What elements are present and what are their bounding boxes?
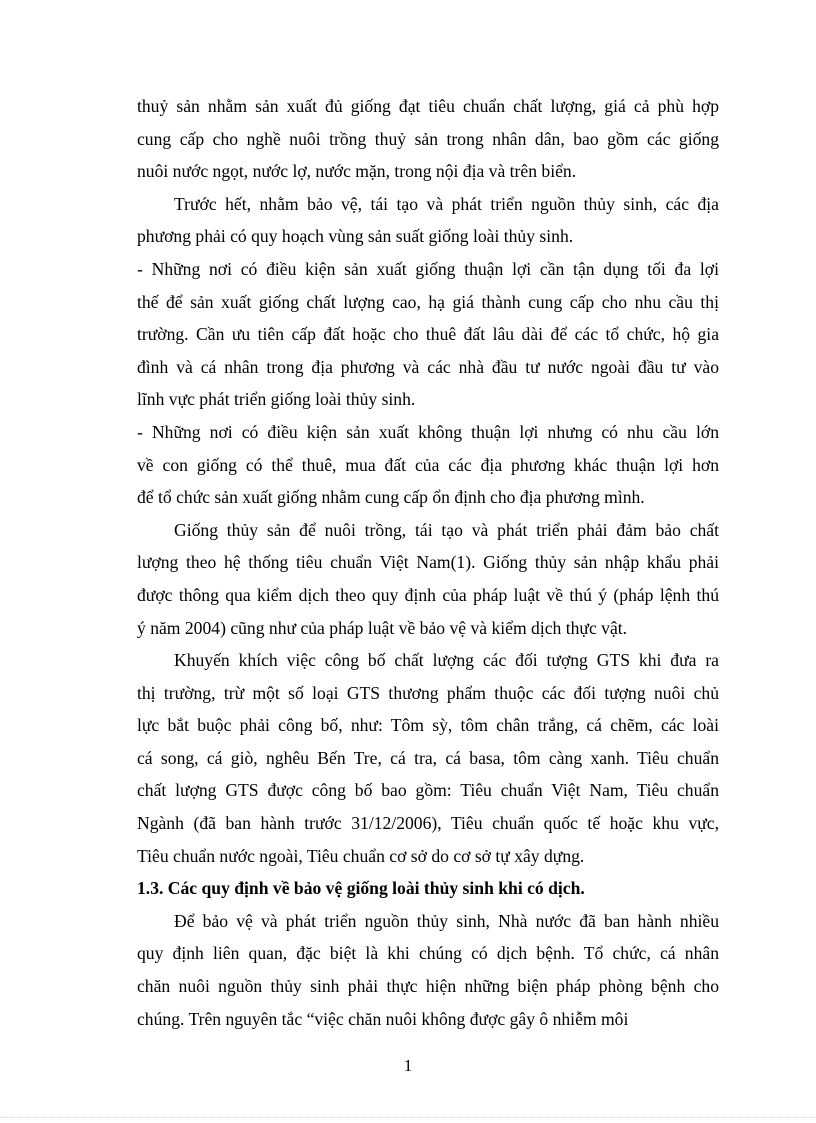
text-line: phương phải có quy hoạch vùng sản suất giống loài thủy sinh. — [137, 226, 574, 247]
text-line: lượng theo hệ thống tiêu chuẩn Việt Nam(1). Giống thủy sản nhập khẩu phải — [137, 552, 719, 573]
page-number: 1 — [403, 1056, 413, 1075]
text-line: thị trường, trừ một số loại GTS thương phẩm thuộc các đối tượng nuôi chủ — [137, 682, 719, 703]
text-line: Ngành (đã ban hành trước 31/12/2006), Tiêu chuẩn quốc tế hoặc khu vực, — [137, 813, 719, 834]
text-line: nuôi nước ngọt, nước lợ, nước mặn, trong nội địa và trên biển. — [137, 161, 577, 182]
text-line: Trước hết, nhằm bảo vệ, tái tạo và phát triển nguồn thủy sinh, các địa — [174, 193, 719, 214]
text-line: về con giống có thể thuê, mua đất của các địa phương khác thuận lợi hơn — [137, 454, 719, 475]
text-line: đình và cá nhân trong địa phương và các nhà đầu tư nước ngoài đầu tư vào — [137, 356, 719, 377]
text-line: thế để sản xuất giống chất lượng cao, hạ giá thành cung cấp cho nhu cầu thị — [137, 291, 719, 312]
text-line: cung cấp cho nghề nuôi trồng thuỷ sản trong nhân dân, bao gồm các giống — [137, 128, 719, 149]
text-line: - Những nơi có điều kiện sản xuất giống thuận lợi cần tận dụng tối đa lợi — [137, 258, 719, 279]
page-divider — [0, 1117, 816, 1118]
text-line: thuỷ sản nhằm sản xuất đủ giống đạt tiêu chuẩn chất lượng, giá cả phù hợp — [137, 96, 719, 116]
text-line: cá song, cá giò, nghêu Bến Tre, cá tra, cá basa, tôm càng xanh. Tiêu chuẩn — [137, 747, 719, 768]
text-line: - Những nơi có điều kiện sản xuất không thuận lợi nhưng có nhu cầu lớn — [137, 421, 719, 442]
text-line: để tổ chức sản xuất giống nhằm cung cấp ổn định cho địa phương mình. — [137, 487, 645, 508]
text-line: quy định liên quan, đặc biệt là khi chúng có dịch bệnh. Tổ chức, cá nhân — [137, 943, 719, 964]
text-line: trường. Cần ưu tiên cấp đất hoặc cho thuê đất lâu dài để các tổ chức, hộ gia — [137, 324, 719, 345]
text-line: Để bảo vệ và phát triển nguồn thủy sinh, Nhà nước đã ban hành nhiều — [174, 910, 719, 931]
text-line: chất lượng GTS được công bố bao gồm: Tiêu chuẩn Việt Nam, Tiêu chuẩn — [137, 780, 719, 801]
text-line: chúng. Trên nguyên tắc “việc chăn nuôi không được gây ô nhiễm môi — [137, 1008, 629, 1029]
text-line: được thông qua kiểm dịch theo quy định của pháp luật về thú ý (pháp lệnh thú — [137, 584, 719, 605]
text-line: Khuyến khích việc công bố chất lượng các đối tượng GTS khi đưa ra — [174, 650, 719, 671]
section-heading: 1.3. Các quy định về bảo vệ giống loài thủy sinh khi có dịch. — [137, 878, 585, 899]
text-line: lĩnh vực phát triển giống loài thủy sinh. — [137, 389, 416, 410]
text-line: Giống thủy sản để nuôi trồng, tái tạo và phát triển phải đảm bảo chất — [174, 519, 719, 540]
text-line: ý năm 2004) cũng như của pháp luật về bảo vệ và kiểm dịch thực vật. — [137, 617, 628, 638]
text-line: lực bắt buộc phải công bố, như: Tôm sỳ, tôm chân trắng, cá chẽm, các loài — [137, 715, 719, 736]
text-line: Tiêu chuẩn nước ngoài, Tiêu chuẩn cơ sở do cơ sở tự xây dựng. — [137, 845, 585, 866]
text-line: chăn nuôi nguồn thủy sinh phải thực hiện những biện pháp phòng bệnh cho — [137, 976, 719, 997]
body-text — [137, 90, 719, 1035]
